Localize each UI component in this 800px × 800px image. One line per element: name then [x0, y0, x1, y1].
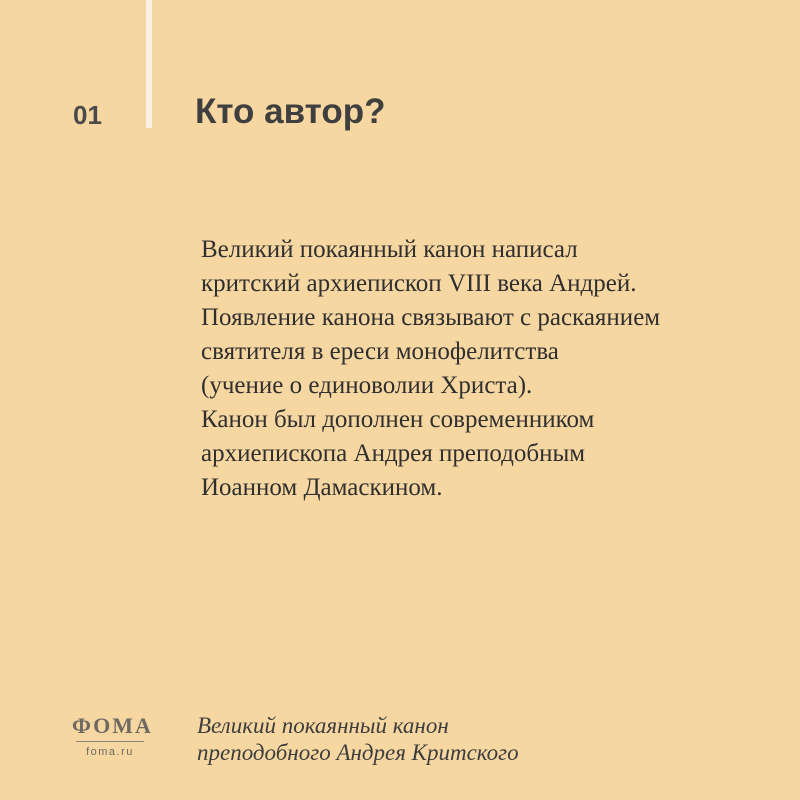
- body-text-line: Канон был дополнен современником: [201, 406, 595, 433]
- body-text-line: критский архиепископ VIII века Андрей.: [201, 270, 637, 297]
- body-text-line: Иоанном Дамаскином.: [201, 474, 443, 501]
- body-text-line: архиепископа Андрея преподобным: [201, 440, 586, 467]
- body-text-line: (учение о единоволии Христа).: [201, 372, 533, 399]
- slide-number: 01: [73, 100, 102, 130]
- body-text-line: Появление канона связывают с раскаянием: [201, 304, 661, 331]
- body-text-line: Великий покаянный канон написал: [201, 236, 578, 263]
- footer-caption: [197, 712, 519, 766]
- footer-caption-line: преподобного Андрея Критского: [197, 740, 519, 765]
- logo-divider: [76, 741, 144, 742]
- logo-url: foma.ru: [86, 746, 134, 758]
- body-text: [201, 233, 761, 505]
- slide-title: Кто автор?: [195, 92, 386, 131]
- foma-logo: [72, 713, 153, 759]
- footer-caption-line: Великий покаянный канон: [197, 713, 449, 738]
- body-text-line: святителя в ереси монофелитства: [201, 338, 559, 365]
- vertical-divider-line: [146, 0, 152, 128]
- logo-name: ФОМА: [72, 713, 153, 738]
